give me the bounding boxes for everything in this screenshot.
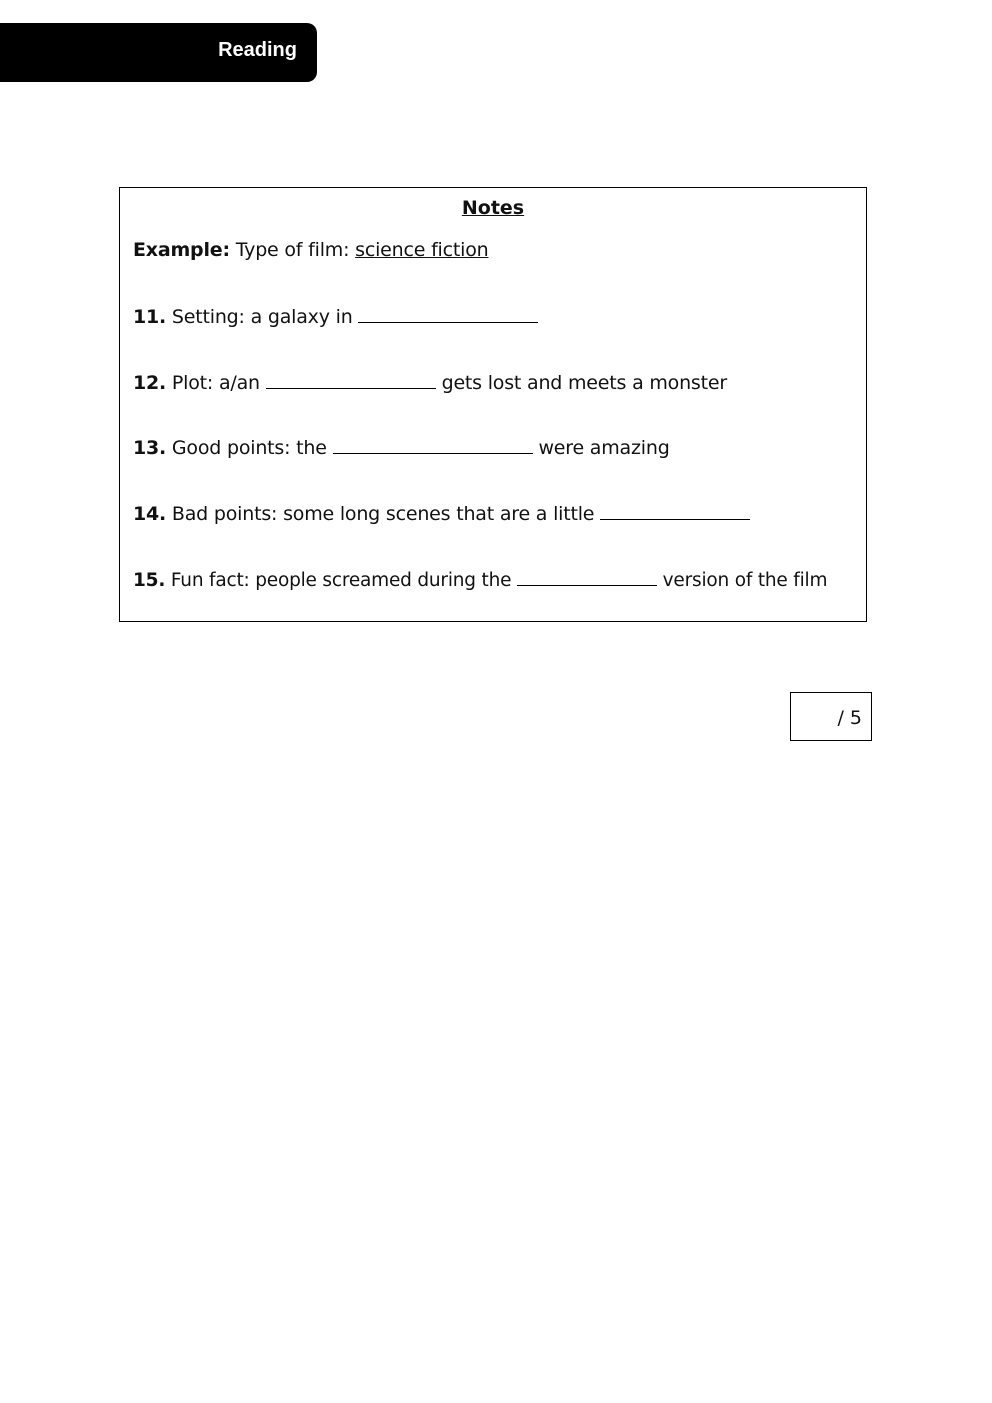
- question-text-after: version of the film: [662, 570, 828, 591]
- answer-blank-11[interactable]: [358, 305, 538, 323]
- score-box[interactable]: [790, 692, 872, 741]
- section-tab: [0, 23, 317, 82]
- example-prompt: Type of film:: [235, 239, 350, 261]
- question-14: [133, 502, 750, 525]
- question-11: [133, 305, 538, 328]
- example-label: Example:: [133, 239, 230, 261]
- example-line: [133, 239, 488, 261]
- section-label: Reading: [218, 39, 297, 61]
- answer-blank-12[interactable]: [266, 371, 436, 389]
- score-total: / 5: [837, 707, 862, 729]
- question-number: 15.: [133, 570, 166, 591]
- question-13: [133, 436, 670, 459]
- question-number: 14.: [133, 503, 167, 525]
- answer-blank-14[interactable]: [600, 502, 750, 520]
- question-text: Plot: a/an: [171, 372, 260, 394]
- question-text: Setting: a galaxy in: [171, 306, 353, 328]
- question-text: Good points: the: [171, 437, 327, 459]
- question-number: 11.: [133, 306, 167, 328]
- answer-blank-15[interactable]: [517, 568, 657, 586]
- question-number: 13.: [133, 437, 167, 459]
- answer-blank-13[interactable]: [333, 436, 533, 454]
- question-number: 12.: [133, 372, 167, 394]
- question-text-after: were amazing: [538, 437, 670, 459]
- notes-box: [119, 187, 867, 622]
- example-answer: science fiction: [355, 239, 489, 261]
- notes-title: Notes: [461, 197, 525, 219]
- question-15: [133, 568, 827, 591]
- question-text: Bad points: some long scenes that are a little: [171, 503, 595, 525]
- question-text: Fun fact: people screamed during the: [170, 570, 512, 591]
- question-text-after: gets lost and meets a monster: [441, 372, 727, 394]
- question-12: [133, 371, 727, 394]
